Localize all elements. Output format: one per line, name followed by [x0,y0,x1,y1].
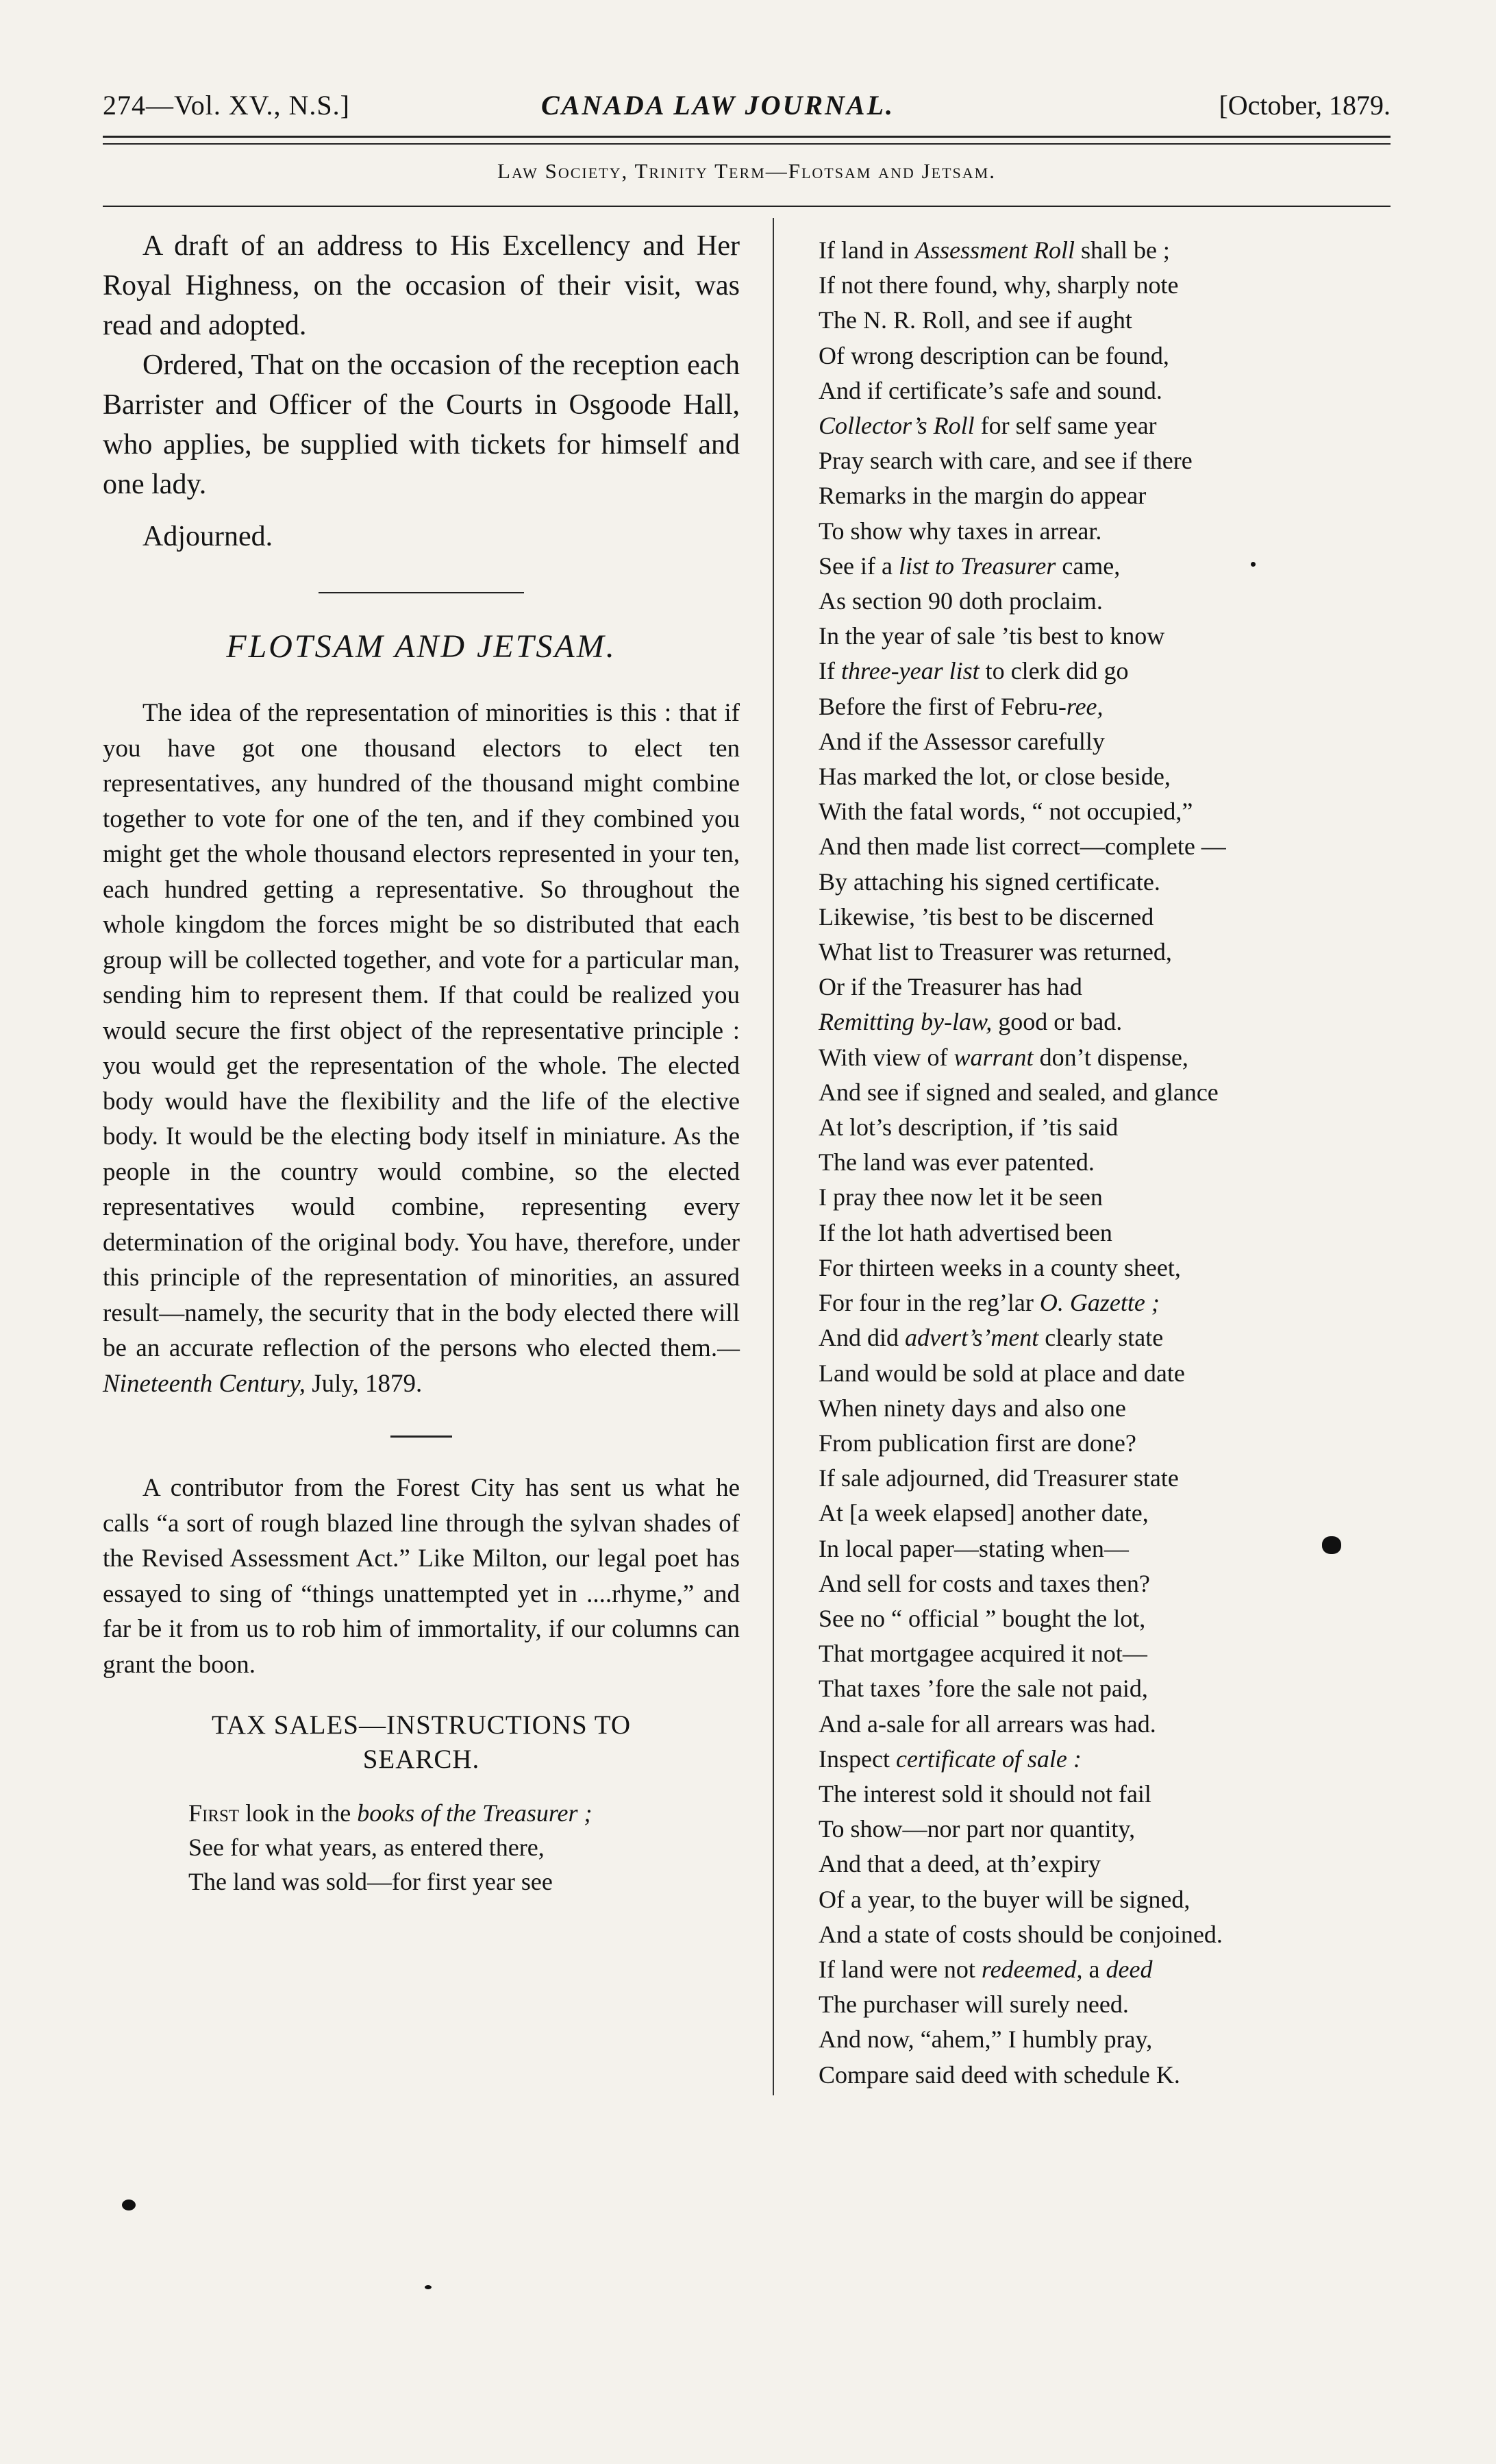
column-divider [773,218,774,2095]
verse-line: When ninety days and also one [819,1394,1126,1422]
right-column-verse [819,233,1394,2093]
essay-source: —Nineteenth Century, [103,1334,740,1398]
ink-speck [122,2200,136,2210]
verse-line: Likewise, ’tis best to be discerned [819,902,1154,931]
verse-line: Pray search with care, and see if there [819,447,1193,475]
ink-speck [425,2285,432,2289]
poem-first-word: First [188,1799,240,1827]
contributor-note: A contributor from the Forest City has sent us what he calls “a sort of rough blazed line through the sylvan shades of the Revised Assessment Act.” Like Milton, our legal poet has essayed to sing of “things unattempted yet in ....rhyme,” and far be it from us to rob him of immortality, if our columns can grant the boon. [103,1474,740,1679]
minutes-paragraph-address: A draft of an address to His Excellency and Her Royal Highness, on the occasion of their visit, was read and adopted. [103,230,740,341]
verse-line: Has marked the lot, or close beside, [819,763,1171,791]
verse-line: In the year of sale ’tis best to know [819,622,1165,650]
poem-line-italic: books of the Treasurer ; [357,1799,593,1827]
verse-line: Compare said deed with schedule K. [819,2060,1180,2089]
poem-opening-lines [103,1796,740,1899]
verse-line: The interest sold it should not fail [819,1779,1151,1808]
verse-line: Inspect certificate of sale : [819,1745,1082,1773]
verse-line: As section 90 doth proclaim. [819,587,1103,615]
verse-line: And see if signed and sealed, and glance [819,1078,1219,1106]
verse-line: With the fatal words, “ not occupied,” [819,798,1193,826]
verse-line: See no “ official ” bought the lot, [819,1604,1146,1632]
verse-line: See if a list to Treasurer came, [819,552,1121,580]
item-separator [390,1436,452,1438]
verse-line: If land were not redeemed, a deed [819,1955,1153,1983]
verse-line: To show—nor part nor quantity, [819,1815,1136,1843]
verse-line: In local paper—stating when— [819,1534,1129,1562]
issue-date: [October, 1879. [1219,90,1391,121]
verse-line: That mortgagee acquired it not— [819,1640,1147,1668]
verse-line: To show why taxes in arrear. [819,517,1102,545]
ink-speck [1322,1536,1341,1554]
left-column [103,226,740,1899]
verse-line: If land in Assessment Roll shall be ; [819,236,1170,264]
verse-line: The land was ever patented. [819,1148,1095,1176]
verse-line: From publication first are done? [819,1429,1136,1457]
poem-line: The land was sold—for first year see [188,1868,553,1895]
journal-title: CANADA LAW JOURNAL. [541,90,895,121]
minorities-essay [103,695,740,1401]
verse-line: That taxes ’fore the sale not paid, [819,1675,1148,1703]
verse-line: With view of warrant don’t dispense, [819,1043,1188,1071]
verse-line: Before the first of Febru-ree, [819,692,1104,720]
verse-line: And sell for costs and taxes then? [819,1569,1150,1597]
verse-line: Collector’s Roll for self same year [819,412,1157,440]
verse-line: And then made list correct—complete — [819,833,1226,861]
verse-line: Of a year, to the buyer will be signed, [819,1885,1190,1913]
adjourned-line: Adjourned. [142,521,273,552]
minutes-paragraph-ordered: Ordered, That on the occasion of the reception each Barrister and Officer of the Courts in Osgoode Hall, who applies, be supplied with tickets for himself and one lady. [103,349,740,500]
verse-line: Remitting by-law, good or bad. [819,1008,1123,1036]
verse-line: At lot’s description, if ’tis said [819,1113,1119,1142]
verse-line: By attaching his signed certificate. [819,867,1160,896]
verse-line: And if the Assessor carefully [819,727,1105,755]
verse-line: And that a deed, at th’expiry [819,1850,1101,1878]
verse-line: The N. R. Roll, and see if aught [819,306,1132,334]
poem-line [188,1796,740,1830]
essay-text: The idea of the representation of minorities is this : that if you have got one thousand electors to elect ten representatives, any hundred of the thousand might combine together to vote for one of the ten, and if they combined you might get the whole thousand electors represented in your ten, each hundred getting a representative. So throughout the whole kingdom the forces might be so distributed that each group will be collected together, and vote for a particular man, sending him to represent them. If that could be realized you would secure the first object of the representative principle : you would get the representation of the whole. The elected body would have the flexibility and the life of the elective body. It would be the electing body itself in miniature. As the people in the country would combine, so the elected representatives would combine, representing every determination of the original body. You have, therefore, under this principle of the representation of minorities, an assured result—namely, the security that in the body elected there will be an accurate reflection of the persons who elected them. [103,699,740,1362]
poem-title [103,1708,740,1777]
ink-speck [1251,562,1256,567]
verse-line: I pray thee now let it be seen [819,1183,1103,1211]
section-separator [319,592,524,593]
verse-line: If the lot hath advertised been [819,1218,1112,1246]
verse-line: What list to Treasurer was returned, [819,938,1172,966]
verse-line: Of wrong description can be found, [819,341,1169,369]
verse-line: At [a week elapsed] another date, [819,1499,1149,1527]
poem-title-line-1: TAX SALES—INSTRUCTIONS TO [212,1710,631,1740]
verse-line: For four in the reg’lar O. Gazette ; [819,1289,1160,1317]
running-header [103,89,1391,130]
verse-line: For thirteen weeks in a county sheet, [819,1253,1181,1281]
verse-line: Or if the Treasurer has had [819,973,1082,1001]
verse-line: And now, “ahem,” I humbly pray, [819,2025,1153,2054]
poem-title-line-2: SEARCH. [362,1745,480,1774]
verse-line: If sale adjourned, did Treasurer state [819,1464,1179,1492]
verse-line: And if certificate’s safe and sound. [819,376,1162,404]
poem-line: See for what years, as entered there, [188,1834,545,1861]
section-heading: Law Society, Trinity Term—Flotsam and Jetsam. [497,159,996,183]
verse-line: And did advert’s’ment clearly state [819,1324,1164,1352]
page-volume-label: 274—Vol. XV., N.S.] [103,90,350,121]
verse-line: Remarks in the margin do appear [819,482,1147,510]
verse-line: Land would be sold at place and date [819,1359,1185,1387]
essay-date: July, 1879. [305,1369,423,1398]
verse-line: The purchaser will surely need. [819,1991,1129,2019]
header-double-rule [103,136,1391,145]
verse-line: And a state of costs should be conjoined. [819,1920,1223,1948]
poem-line-text: look in the [239,1799,358,1827]
heading-rule [103,206,1391,207]
feature-title: FLOTSAM AND JETSAM. [226,628,616,665]
verse-line: And a-sale for all arrears was had. [819,1710,1156,1738]
verse-line: If three-year list to clerk did go [819,657,1129,685]
verse-line: If not there found, why, sharply note [819,271,1179,299]
